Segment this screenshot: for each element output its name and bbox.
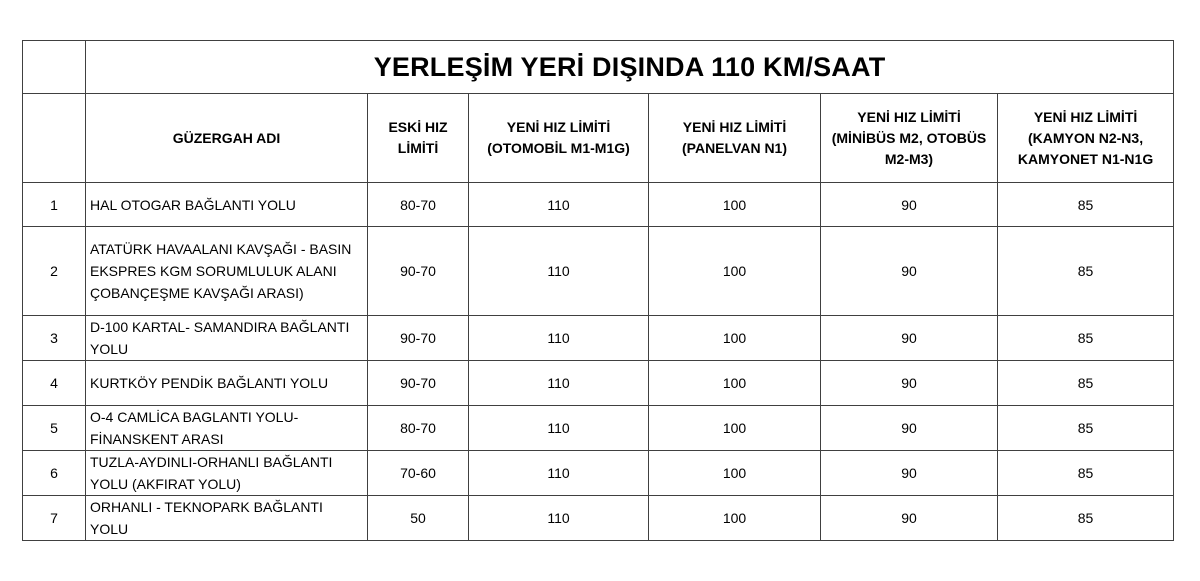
row-number: 7 [23, 496, 86, 541]
panelvan-limit: 100 [649, 316, 821, 361]
title-row [23, 41, 1174, 94]
route-name: O-4 CAMLİCA BAGLANTI YOLU- FİNANSKENT ARASI [86, 406, 368, 451]
header-bus-limit: YENİ HIZ LİMİTİ (MİNİBÜS M2, OTOBÜS M2-M3) [821, 94, 998, 183]
header-truck-limit: YENİ HIZ LİMİTİ (KAMYON N2-N3, KAMYONET N1-N1G [998, 94, 1174, 183]
panelvan-limit: 100 [649, 451, 821, 496]
panelvan-limit: 100 [649, 406, 821, 451]
route-name: TUZLA-AYDINLI-ORHANLI BAĞLANTI YOLU (AKFIRAT YOLU) [86, 451, 368, 496]
row-number: 3 [23, 316, 86, 361]
old-limit: 80-70 [368, 406, 469, 451]
bus-limit: 90 [821, 361, 998, 406]
header-panelvan-limit: YENİ HIZ LİMİTİ (PANELVAN N1) [649, 94, 821, 183]
panelvan-limit: 100 [649, 496, 821, 541]
table-title: YERLEŞİM YERİ DIŞINDA 110 KM/SAAT [86, 41, 1174, 94]
speed-limit-table [22, 40, 1174, 541]
row-number: 1 [23, 183, 86, 227]
header-old-limit: ESKİ HIZ LİMİTİ [368, 94, 469, 183]
old-limit: 90-70 [368, 361, 469, 406]
route-name: HAL OTOGAR BAĞLANTI YOLU [86, 183, 368, 227]
old-limit: 90-70 [368, 227, 469, 316]
truck-limit: 85 [998, 227, 1174, 316]
car-limit: 110 [469, 361, 649, 406]
truck-limit: 85 [998, 496, 1174, 541]
truck-limit: 85 [998, 451, 1174, 496]
row-number: 5 [23, 406, 86, 451]
panelvan-limit: 100 [649, 227, 821, 316]
corner-cell [23, 41, 86, 94]
old-limit: 80-70 [368, 183, 469, 227]
route-name: D-100 KARTAL- SAMANDIRA BAĞLANTI YOLU [86, 316, 368, 361]
header-car-limit: YENİ HIZ LİMİTİ (OTOMOBİL M1-M1G) [469, 94, 649, 183]
table-row [23, 496, 1174, 541]
car-limit: 110 [469, 496, 649, 541]
panelvan-limit: 100 [649, 183, 821, 227]
route-name: ORHANLI - TEKNOPARK BAĞLANTI YOLU [86, 496, 368, 541]
car-limit: 110 [469, 451, 649, 496]
header-route: GÜZERGAH ADI [86, 94, 368, 183]
bus-limit: 90 [821, 406, 998, 451]
row-number: 4 [23, 361, 86, 406]
truck-limit: 85 [998, 406, 1174, 451]
table-row [23, 316, 1174, 361]
bus-limit: 90 [821, 316, 998, 361]
bus-limit: 90 [821, 451, 998, 496]
old-limit: 50 [368, 496, 469, 541]
truck-limit: 85 [998, 361, 1174, 406]
bus-limit: 90 [821, 496, 998, 541]
car-limit: 110 [469, 316, 649, 361]
table-row [23, 183, 1174, 227]
table-row [23, 361, 1174, 406]
truck-limit: 85 [998, 316, 1174, 361]
car-limit: 110 [469, 227, 649, 316]
truck-limit: 85 [998, 183, 1174, 227]
row-number: 2 [23, 227, 86, 316]
row-number: 6 [23, 451, 86, 496]
route-name: ATATÜRK HAVAALANI KAVŞAĞI - BASIN EKSPRES KGM SORUMLULUK ALANI ÇOBANÇEŞME KAVŞAĞI ARASI) [86, 227, 368, 316]
car-limit: 110 [469, 406, 649, 451]
table-row [23, 227, 1174, 316]
route-name: KURTKÖY PENDİK BAĞLANTI YOLU [86, 361, 368, 406]
panelvan-limit: 100 [649, 361, 821, 406]
old-limit: 70-60 [368, 451, 469, 496]
old-limit: 90-70 [368, 316, 469, 361]
header-no [23, 94, 86, 183]
table-row [23, 406, 1174, 451]
bus-limit: 90 [821, 183, 998, 227]
header-row [23, 94, 1174, 183]
car-limit: 110 [469, 183, 649, 227]
table-row [23, 451, 1174, 496]
bus-limit: 90 [821, 227, 998, 316]
